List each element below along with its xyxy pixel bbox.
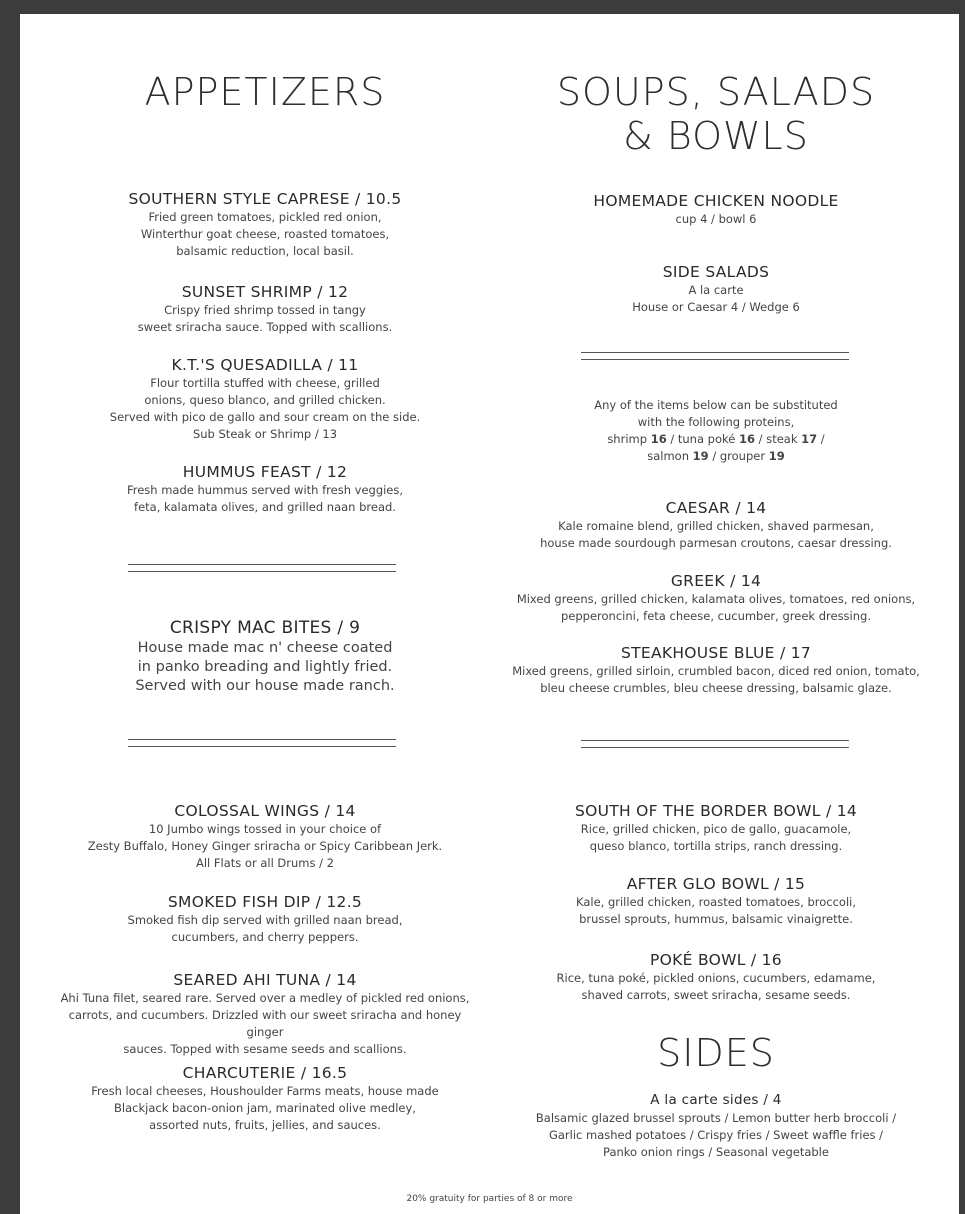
sides-heading: SIDES	[657, 1031, 775, 1075]
menu-item-greek	[506, 572, 926, 625]
sides-desc: Balsamic glazed brussel sprouts / Lemon butter herb broccoli / Garlic mashed potatoes / Crispy fries / Sweet waffle fries / Panko onion rings / Seasonal vegetable	[535, 1111, 897, 1159]
section-divider	[581, 352, 849, 360]
menu-item-sunset-shrimp	[50, 283, 480, 336]
item-desc: Fresh local cheeses, Houshoulder Farms meats, house made Blackjack bacon-onion jam, marinated olive medley, assorted nuts, fruits, jellies, and sauces.	[91, 1084, 439, 1132]
item-desc: Rice, tuna poké, pickled onions, cucumbers, edamame, shaved carrots, sweet sriracha, sesame seeds.	[556, 971, 876, 1002]
item-title: SOUTHERN STYLE CAPRESE / 10.5	[128, 190, 402, 208]
menu-item-southern-caprese	[50, 190, 480, 260]
item-title: SIDE SALADS	[662, 263, 770, 281]
item-desc: House made mac n' cheese coated in panko breading and lightly fried. Served with our house made ranch.	[135, 640, 395, 694]
appetizers-heading: APPETIZERS	[144, 70, 386, 114]
item-title: SMOKED FISH DIP / 12.5	[167, 893, 363, 911]
item-desc: Kale romaine blend, grilled chicken, shaved parmesan, house made sourdough parmesan croutons, caesar dressing.	[540, 519, 892, 550]
soups-salads-column	[506, 14, 926, 1199]
item-desc: Ahi Tuna filet, seared rare. Served over a medley of pickled red onions, carrots, and cucumbers. Drizzled with our sweet sriracha and honey ginger sauces. Topped with sesame seeds and scallions.	[60, 991, 470, 1056]
item-title: COLOSSAL WINGS / 14	[174, 802, 356, 820]
gratuity-footer: 20% gratuity for parties of 8 or more	[406, 1194, 573, 1204]
item-desc: Smoked fish dip served with grilled naan bread, cucumbers, and cherry peppers.	[127, 913, 403, 944]
section-divider	[128, 564, 396, 572]
item-desc: cup 4 / bowl 6	[675, 212, 757, 226]
note-line-2: with the following proteins,	[637, 415, 795, 429]
section-divider	[128, 739, 396, 747]
menu-item-charcuterie	[50, 1064, 480, 1134]
menu-page	[20, 14, 959, 1214]
menu-item-side-salads	[506, 263, 926, 316]
item-desc: Fried green tomatoes, pickled red onion, Winterthur goat cheese, roasted tomatoes, balsamic reduction, local basil.	[140, 210, 390, 258]
item-title: K.T.'S QUESADILLA / 11	[171, 356, 359, 374]
heading-line-2: & BOWLS	[623, 114, 809, 158]
item-desc: A la carte House or Caesar 4 / Wedge 6	[632, 283, 800, 314]
item-title: GREEK / 14	[670, 572, 762, 590]
menu-item-smoked-fish-dip	[50, 893, 480, 946]
menu-item-steakhouse-blue	[506, 644, 926, 697]
note-line-3: shrimp 16 / tuna poké 16 / steak 17 /	[607, 432, 825, 446]
item-desc: Flour tortilla stuffed with cheese, grilled onions, queso blanco, and grilled chicken. Served with pico de gallo and sour cream on the side. Sub Steak or Shrimp / 13	[109, 376, 421, 441]
item-desc: Mixed greens, grilled sirloin, crumbled bacon, diced red onion, tomato, bleu cheese crumbles, bleu cheese dressing, balsamic glaze.	[512, 664, 920, 695]
heading-line-1: SOUPS, SALADS	[556, 70, 876, 114]
sides-subtitle: A la carte sides / 4	[650, 1092, 782, 1108]
soups-salads-heading	[506, 70, 926, 158]
item-title: CRISPY MAC BITES / 9	[169, 618, 361, 638]
item-title: HOMEMADE CHICKEN NOODLE	[593, 192, 839, 210]
menu-item-after-glo-bowl	[506, 875, 926, 928]
item-title: CHARCUTERIE / 16.5	[182, 1064, 348, 1082]
item-title: POKÉ BOWL / 16	[650, 951, 782, 969]
menu-item-chicken-noodle	[506, 192, 926, 228]
menu-item-south-of-border-bowl	[506, 802, 926, 855]
menu-item-caesar	[506, 499, 926, 552]
item-desc: Crispy fried shrimp tossed in tangy sweet sriracha sauce. Topped with scallions.	[137, 303, 393, 334]
item-title: HUMMUS FEAST / 12	[182, 463, 348, 481]
protein-substitution-note	[506, 397, 926, 465]
note-line-1: Any of the items below can be substituted	[594, 398, 838, 412]
item-title: AFTER GLO BOWL / 15	[626, 875, 806, 893]
appetizers-column	[50, 14, 480, 1199]
menu-item-poke-bowl	[506, 951, 926, 1004]
menu-item-hummus-feast	[50, 463, 480, 516]
menu-item-crispy-mac-bites	[50, 618, 480, 696]
item-desc: Fresh made hummus served with fresh veggies, feta, kalamata olives, and grilled naan bread.	[126, 483, 404, 514]
item-title: STEAKHOUSE BLUE / 17	[620, 644, 812, 662]
item-desc: 10 Jumbo wings tossed in your choice of Zesty Buffalo, Honey Ginger sriracha or Spicy Caribbean Jerk. All Flats or all Drums / 2	[87, 822, 443, 870]
item-desc: Rice, grilled chicken, pico de gallo, guacamole, queso blanco, tortilla strips, ranch dressing.	[580, 822, 852, 853]
item-title: SEARED AHI TUNA / 14	[173, 971, 357, 989]
menu-item-quesadilla	[50, 356, 480, 443]
sides-list	[506, 1091, 926, 1161]
item-title: SUNSET SHRIMP / 12	[181, 283, 349, 301]
menu-item-colossal-wings	[50, 802, 480, 872]
menu-item-seared-ahi-tuna	[50, 971, 480, 1058]
item-title: SOUTH OF THE BORDER BOWL / 14	[574, 802, 858, 820]
item-desc: Mixed greens, grilled chicken, kalamata olives, tomatoes, red onions, pepperoncini, feta cheese, cucumber, greek dressing.	[516, 592, 916, 623]
section-divider	[581, 740, 849, 748]
item-desc: Kale, grilled chicken, roasted tomatoes, broccoli, brussel sprouts, hummus, balsamic vinaigrette.	[575, 895, 856, 926]
note-line-4: salmon 19 / grouper 19	[647, 449, 785, 463]
item-title: CAESAR / 14	[665, 499, 767, 517]
